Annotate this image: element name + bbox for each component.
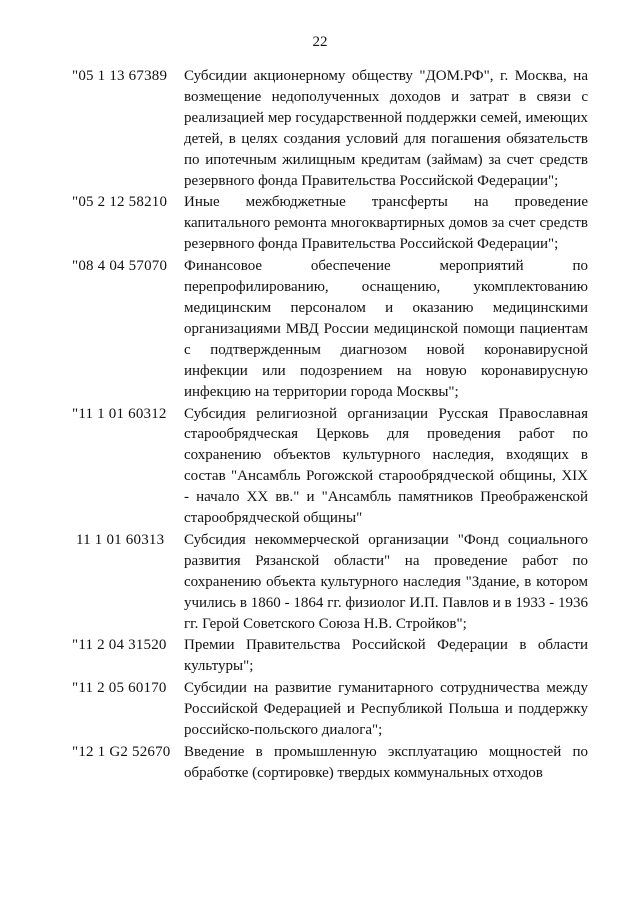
entry-description: Субсидия религиозной организации Русская Православная старообрядческая Церковь для проведения работ по сохранению объектов культурного наследия, входящих в состав "Ансамбль Рогожской старообрядческой общины, XIX - начало XX вв." и "Ансамбль памятников Преображенской старообрядческой общины" bbox=[184, 405, 588, 527]
entry-code: "11 2 04 31520 bbox=[72, 637, 167, 654]
entry-0558210 bbox=[72, 192, 588, 255]
entry-1160170 bbox=[72, 678, 588, 741]
entry-0857070 bbox=[72, 256, 588, 402]
entry-description: Субсидии на развитие гуманитарного сотрудничества между Российской Федерацией и Республикой Польша и поддержку российско-польского диалога"; bbox=[184, 680, 588, 739]
entry-1160312 bbox=[72, 404, 588, 529]
entry-1131520 bbox=[72, 635, 588, 677]
entry-description: Субсидии акционерному обществу "ДОМ.РФ", г. Москва, на возмещение недополученных доходов и затрат в связи с реализацией мер государственной поддержки семей, имеющих детей, в целях создания условий для погашения обязательств по ипотечным жилищным кредитам (займам) за счет средств резервного фонда Правительства Российской Федерации"; bbox=[184, 68, 588, 189]
entry-description: Премии Правительства Российской Федерации в области культуры"; bbox=[184, 637, 588, 675]
budget-code-list bbox=[72, 66, 588, 785]
entry-code: "12 1 G2 52670 bbox=[72, 744, 171, 760]
entry-code: "05 1 13 67389 bbox=[72, 68, 168, 84]
entry-code: 11 1 01 60313 bbox=[76, 531, 165, 548]
entry-code: "08 4 04 57070 bbox=[72, 258, 168, 275]
entry-code: "05 2 12 58210 bbox=[72, 194, 168, 211]
entry-0567389 bbox=[72, 66, 588, 191]
entry-description: Введение в промышленную эксплуатацию мощностей по обработке (сортировке) твердых коммунальных отходов bbox=[184, 744, 588, 781]
entry-1252670 bbox=[72, 742, 588, 784]
page-number: 22 bbox=[312, 34, 328, 50]
entry-description: Иные межбюджетные трансферты на проведение капитального ремонта многоквартирных домов за счет средств резервного фонда Правительства Российской Федерации"; bbox=[184, 194, 588, 253]
entry-1160313 bbox=[72, 530, 588, 635]
entry-code: "11 2 05 60170 bbox=[72, 680, 167, 697]
entry-description: Субсидия некоммерческой организации "Фонд социального развития Рязанской области" на проведение работ по сохранению объекта культурного наследия "Здание, в котором учились в 1860 - 1864 гг. физиолог И.П. Павлов и в 1933 - 1936 гг. Герой Советского Союза Н.В. Стройков"; bbox=[184, 531, 588, 632]
entry-description: Финансовое обеспечение мероприятий по перепрофилированию, оснащению, укомплектованию медицинским персоналом и оказанию медицинскими организациями МВД России медицинской помощи пациентам с подтвержденным диагнозом новой коронавирусной инфекции или подозрением на новую коронавирусную инфекцию на территории города Москвы"; bbox=[184, 258, 588, 400]
entry-code: "11 1 01 60312 bbox=[72, 405, 167, 422]
